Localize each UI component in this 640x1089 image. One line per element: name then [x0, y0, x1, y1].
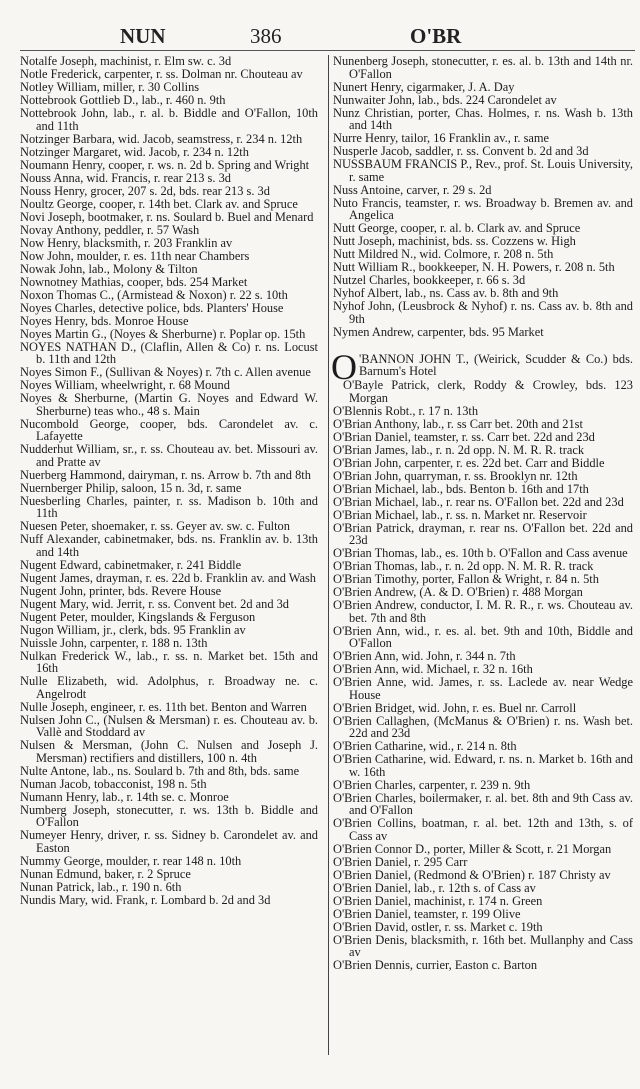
- left-column: [20, 55, 318, 907]
- directory-entry: Noyes Charles, detective police, bds. Planters' House: [20, 300, 284, 315]
- directory-entry: Nulle Elizabeth, wid. Adolphus, r. Broadway ne. c. Angelrodt: [20, 674, 318, 701]
- directory-entry: Nummy George, moulder, r. rear 148 n. 10th: [20, 853, 242, 868]
- directory-entry: Nuerberg Hammond, dairyman, r. ns. Arrow b. 7th and 8th: [20, 467, 311, 482]
- directory-entry: Nuernberger Philip, saloon, 15 n. 3d, r. same: [20, 480, 242, 495]
- directory-entry: Nulle Joseph, engineer, r. es. 11th bet. Benton and Warren: [20, 699, 307, 714]
- directory-entry: O'Brian Thomas, lab., r. n. 2d opp. N. M. R. R. track: [333, 559, 594, 573]
- directory-entry: Nusperle Jacob, saddler, r. ss. Convent b. 2d and 3d: [333, 144, 589, 158]
- directory-entry: O'Brien Bridget, wid. John, r. es. Buel nr. Carroll: [333, 700, 577, 715]
- directory-entry: O'Brien Catharine, wid., r. 214 n. 8th: [333, 739, 517, 753]
- directory-entry: Noultz George, cooper, r. 14th bet. Clark av. and Spruce: [20, 196, 298, 211]
- directory-entry: O'Brian John, quarryman, r. ss. Brooklyn nr. 12th: [333, 468, 578, 483]
- directory-entry: O'Brien Denis, blacksmith, r. 16th bet. Mullanphy and Cass av: [333, 932, 633, 959]
- directory-entry: O'Blennis Robt., r. 17 n. 13th: [333, 403, 479, 418]
- directory-entry: O'Brien Anne, wid. James, r. ss. Laclede av. near Wedge House: [333, 675, 633, 702]
- directory-entry: Nuff Alexander, cabinetmaker, bds. ns. Franklin av. b. 13th and 14th: [20, 532, 318, 559]
- directory-entry: Nurre Henry, tailor, 16 Franklin av., r. same: [333, 131, 550, 145]
- entry-text: 'BANNON JOHN T., (Weirick, Scudder & Co.) bds. Barnum's Hotel: [359, 351, 633, 378]
- directory-entry: O'Brien David, ostler, r. ss. Market c. 19th: [333, 919, 543, 934]
- right-column-o-entries: [333, 379, 633, 972]
- directory-entry: Nownotney Mathias, cooper, bds. 254 Market: [20, 274, 248, 289]
- directory-entry: O'Brian Daniel, teamster, r. ss. Carr bet. 22d and 23d: [333, 429, 595, 444]
- directory-entry: NUSSBAUM FRANCIS P., Rev., prof. St. Louis University, r. same: [333, 157, 633, 184]
- right-guide-word: O'BR: [410, 24, 462, 48]
- directory-entry: O'Brien Callaghen, (McManus & O'Brien) r. ns. Wash bet. 22d and 23d: [333, 713, 633, 740]
- directory-entry: O'Brien Catharine, wid. Edward, r. ns. n. Market b. 16th and w. 16th: [333, 752, 633, 779]
- directory-entry: O'Brien Daniel, (Redmond & O'Brien) r. 187 Christy av: [333, 867, 611, 882]
- directory-entry: Noxon Thomas C., (Armistead & Noxon) r. 22 s. 10th: [20, 287, 288, 302]
- directory-entry: Nugent John, printer, bds. Revere House: [20, 583, 222, 598]
- directory-entry: Nouss Anna, wid. Francis, r. rear 213 s. 3d: [20, 170, 231, 185]
- directory-entry: Nutt George, cooper, r. al. b. Clark av. and Spruce: [333, 221, 581, 235]
- directory-entry: O'Brian Michael, lab., r. ss. n. Market nr. Reservoir: [333, 507, 587, 522]
- directory-entry: O'Brien Charles, carpenter, r. 239 n. 9th: [333, 777, 531, 792]
- directory-entry: O'Brien Andrew, conductor, I. M. R. R., r. ws. Chouteau av. bet. 7th and 8th: [333, 598, 633, 625]
- directory-entry: Now John, moulder, r. es. 11th near Chambers: [20, 248, 250, 263]
- section-gap: [333, 339, 633, 353]
- directory-entry: Nuesberling Charles, painter, r. ss. Madison b. 10th and 11th: [20, 493, 318, 520]
- directory-entry: Nyhof John, (Leusbrock & Nyhof) r. ns. Cass av. b. 8th and 9th: [333, 299, 633, 326]
- directory-entry: O'Brien Collins, boatman, r. al. bet. 12th and 13th, s. of Cass av: [333, 816, 633, 843]
- directory-entry: Notzinger Barbara, wid. Jacob, seamstress, r. 234 n. 12th: [20, 131, 303, 146]
- directory-entry: Noyes William, wheelwright, r. 68 Mound: [20, 378, 230, 392]
- directory-entry: NOYES NATHAN D., (Claflin, Allen & Co) r. ns. Locust b. 11th and 12th: [20, 339, 318, 366]
- directory-entry: Nutt Joseph, machinist, bds. ss. Cozzens w. High: [333, 234, 576, 248]
- directory-entry: O'Brian Michael, lab., bds. Benton b. 16th and 17th: [333, 481, 589, 496]
- directory-entry: Nuss Antoine, carver, r. 29 s. 2d: [333, 182, 492, 197]
- directory-entry: Numberg Joseph, stonecutter, r. ws. 13th b. Biddle and O'Fallon: [20, 802, 318, 829]
- directory-entry: Nugent Peter, moulder, Kingslands & Ferguson: [20, 609, 256, 624]
- directory-entry: O'Brian Michael, lab., r. rear ns. O'Fallon bet. 22d and 23d: [333, 494, 624, 509]
- directory-entry: Nottebrook Gottlieb D., lab., r. 460 n. 9th: [20, 93, 226, 107]
- directory-entry: O'Brien Daniel, r. 295 Carr: [333, 854, 468, 869]
- drop-cap: O: [331, 346, 357, 387]
- directory-entry: Nulkan Frederick W., lab., r. ss. n. Market bet. 15th and 16th: [20, 648, 318, 675]
- directory-entry: Nulsen & Mersman, (John C. Nulsen and Joseph J. Mersman) rectifiers and distillers, 100 n. 4th: [20, 738, 318, 765]
- directory-entry: O'Brien Ann, wid. Michael, r. 32 n. 16th: [333, 662, 533, 676]
- directory-entry: Nuto Francis, teamster, r. ws. Broadway b. Bremen av. and Angelica: [333, 195, 633, 222]
- directory-entry: Noyes Henry, bds. Monroe House: [20, 313, 189, 328]
- directory-entry: O'Brien Ann, wid., r. es. al. bet. 9th and 10th, Biddle and O'Fallon: [333, 623, 633, 650]
- directory-entry: Nunan Edmund, baker, r. 2 Spruce: [20, 866, 191, 881]
- directory-entry: Numan Jacob, tobacconist, 198 n. 5th: [20, 776, 207, 791]
- directory-entry: Nymen Andrew, carpenter, bds. 95 Market: [333, 324, 544, 339]
- directory-entry: Noumann Henry, cooper, r. ws. n. 2d b. Spring and Wright: [20, 157, 310, 172]
- directory-entry: Nugent Edward, cabinetmaker, r. 241 Biddle: [20, 557, 242, 572]
- directory-entry: Novi Joseph, bootmaker, r. ns. Soulard b. Buel and Menard: [20, 209, 314, 224]
- right-column-n-entries: [333, 55, 633, 338]
- directory-entry: Nugent James, drayman, r. es. 22d b. Franklin av. and Wash: [20, 570, 316, 585]
- directory-entry: O'Brien Dennis, currier, Easton c. Barton: [333, 958, 538, 972]
- directory-entry: Now Henry, blacksmith, r. 203 Franklin av: [20, 235, 233, 250]
- directory-entry: O'Brian Thomas, lab., es. 10th b. O'Fallon and Cass avenue: [333, 546, 628, 560]
- directory-entry: Nouss Henry, grocer, 207 s. 2d, bds. rear 213 s. 3d: [20, 183, 270, 198]
- right-column: [328, 55, 633, 1055]
- left-guide-word: NUN: [120, 24, 166, 48]
- directory-entry: Notzinger Margaret, wid. Jacob, r. 234 n. 12th: [20, 144, 249, 159]
- directory-entry: O'Brian Patrick, drayman, r. rear ns. O'Fallon bet. 22d and 23d: [333, 520, 633, 547]
- directory-entry: Notley William, miller, r. 30 Collins: [20, 80, 200, 94]
- directory-entry: O'Brien Andrew, (A. & D. O'Brien) r. 488 Morgan: [333, 585, 583, 599]
- directory-entry: O'Brien Daniel, lab., r. 12th s. of Cass av: [333, 880, 536, 895]
- directory-entry: Notalfe Joseph, machinist, r. Elm sw. c. 3d: [20, 54, 232, 68]
- directory-entry: Nulte Antone, lab., ns. Soulard b. 7th and 8th, bds. same: [20, 763, 300, 778]
- directory-entry: O'Brien Ann, wid. John, r. 344 n. 7th: [333, 649, 516, 663]
- directory-entry: O'Brian John, carpenter, r. es. 22d bet. Carr and Biddle: [333, 455, 605, 470]
- directory-entry: O'Brien Daniel, teamster, r. 199 Olive: [333, 906, 521, 921]
- directory-entry: O'Brian James, lab., r. n. 2d opp. N. M. R. R. track: [333, 442, 585, 457]
- directory-entry: Nundis Mary, wid. Frank, r. Lombard b. 2d and 3d: [20, 892, 271, 907]
- directory-entry: Nyhof Albert, lab., ns. Cass av. b. 8th and 9th: [333, 286, 559, 300]
- directory-entry: O'Brian Anthony, lab., r. ss Carr bet. 20th and 21st: [333, 416, 583, 431]
- directory-entry: Nunwaiter John, lab., bds. 224 Carondelet av: [333, 92, 557, 107]
- directory-entry: Nutt Mildred N., wid. Colmore, r. 208 n. 5th: [333, 247, 554, 261]
- directory-entry: Nunert Henry, cigarmaker, J. A. Day: [333, 79, 515, 94]
- directory-entry: Nudderhut William, sr., r. ss. Chouteau av. bet. Missouri av. and Pratte av: [20, 442, 318, 469]
- directory-entry: Nunz Christian, porter, Chas. Holmes, r. ns. Wash b. 13th and 14th: [333, 105, 633, 132]
- section-start-entry: [331, 346, 633, 387]
- directory-entry: Nugon William, jr., clerk, bds. 95 Franklin av: [20, 622, 246, 637]
- directory-entry: Noyes & Sherburne, (Martin G. Noyes and Edward W. Sherburne) teas who., 48 s. Main: [20, 391, 318, 418]
- directory-entry: O'Brien Charles, boilermaker, r. al. bet. 8th and 9th Cass av. and O'Fallon: [333, 790, 633, 817]
- directory-entry: Nowak John, lab., Molony & Tilton: [20, 261, 198, 276]
- directory-entry: Nucombold George, cooper, bds. Carondelet av. c. Lafayette: [20, 416, 318, 443]
- directory-entry: Nutzel Charles, bookkeeper, r. 66 s. 3d: [333, 273, 526, 287]
- directory-entry: Nutt William R., bookkeeper, N. H. Powers, r. 208 n. 5th: [333, 260, 615, 274]
- directory-entry: O'Brien Daniel, machinist, r. 174 n. Green: [333, 893, 543, 908]
- directory-entry: Nottebrook John, lab., r. al. b. Biddle and O'Fallon, 10th and 11th: [20, 106, 318, 133]
- directory-entry: Novay Anthony, peddler, r. 57 Wash: [20, 222, 200, 237]
- directory-entry: Noyes Martin G., (Noyes & Sherburne) r. Poplar op. 15th: [20, 326, 306, 341]
- directory-entry: Noyes Simon F., (Sullivan & Noyes) r. 7th c. Allen avenue: [20, 365, 311, 379]
- directory-entry: O'Bayle Patrick, clerk, Roddy & Crowley, bds. 123 Morgan: [343, 378, 633, 405]
- header-rule: [20, 50, 635, 51]
- directory-entry: Nunan Patrick, lab., r. 190 n. 6th: [20, 879, 182, 894]
- directory-entry: Nulsen John C., (Nulsen & Mersman) r. es. Chouteau av. b. Vallè and Stoddard av: [20, 712, 318, 739]
- directory-entry: Notle Frederick, carpenter, r. ss. Dolman nr. Chouteau av: [20, 67, 303, 81]
- page-header: [0, 18, 640, 48]
- page-number: 386: [250, 24, 282, 48]
- directory-entry: Nuesen Peter, shoemaker, r. ss. Geyer av. sw. c. Fulton: [20, 519, 290, 533]
- directory-entry: O'Brian Timothy, porter, Fallon & Wright, r. 84 n. 5th: [333, 572, 599, 586]
- directory-entry: Nuissle John, carpenter, r. 188 n. 13th: [20, 635, 208, 650]
- directory-entry: O'Brien Connor D., porter, Miller & Scott, r. 21 Morgan: [333, 841, 612, 856]
- directory-entry: Nunenberg Joseph, stonecutter, r. es. al. b. 13th and 14th nr. O'Fallon: [333, 54, 633, 81]
- directory-entry: Nugent Mary, wid. Jerrit, r. ss. Convent bet. 2d and 3d: [20, 596, 289, 611]
- directory-entry: Numeyer Henry, driver, r. ss. Sidney b. Carondelet av. and Easton: [20, 828, 318, 855]
- directory-entry: Numann Henry, lab., r. 14th se. c. Monroe: [20, 789, 229, 804]
